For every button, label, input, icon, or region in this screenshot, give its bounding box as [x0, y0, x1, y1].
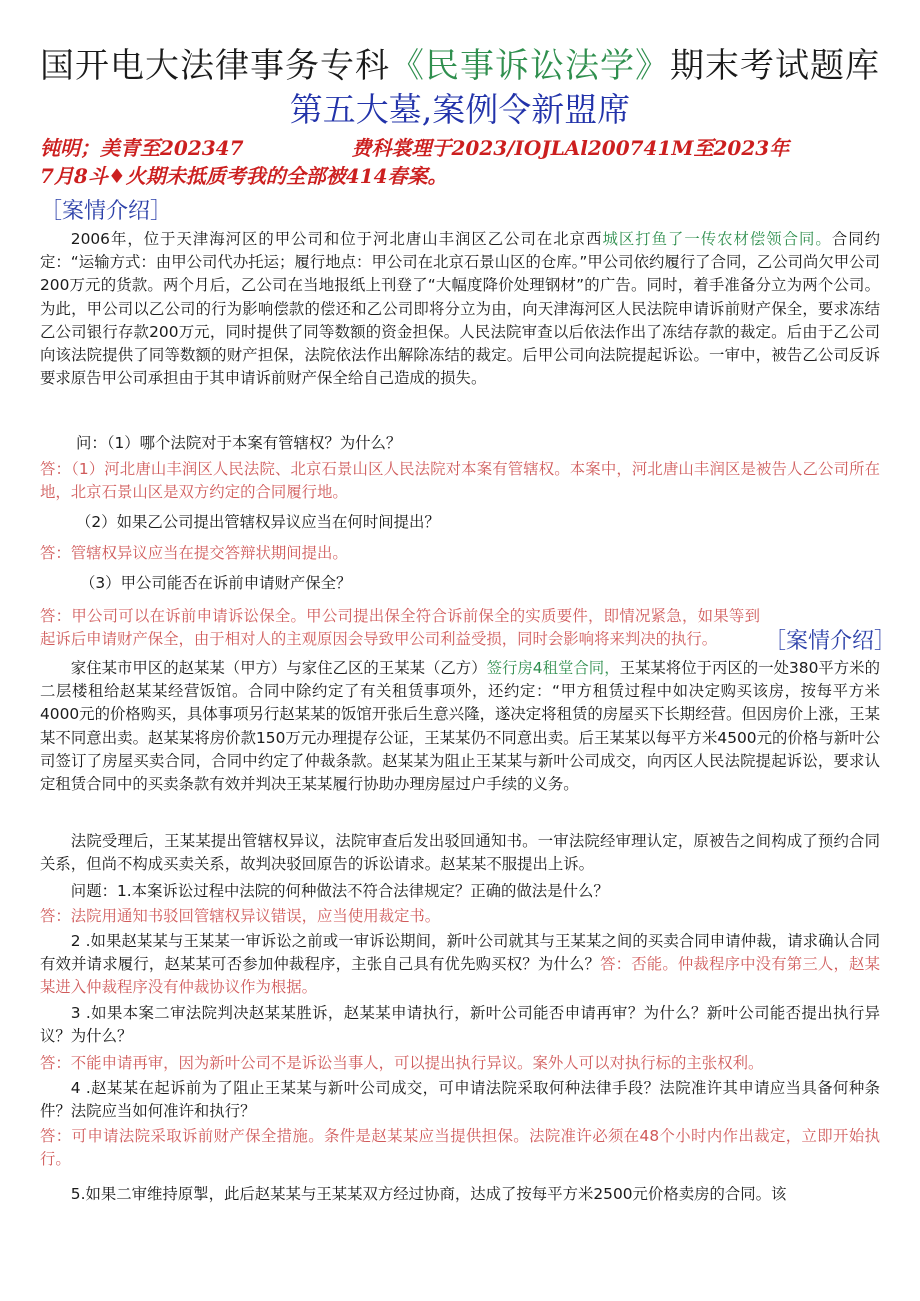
notice-line-1 [40, 132, 789, 161]
case1-question-2: （2）如果乙公司提出管辖权异议应当在何时间提出？ [76, 513, 440, 531]
notice-part-b: 费科裳理于2023/IOJLAl200741M至2023年 [351, 136, 790, 160]
case2-facts-text-a: 家住某市甲区的赵某某（甲方）与家住乙区的王某某（乙方） [70, 659, 487, 677]
case1-facts-text-a: 2006年，位于天津海河区的甲公司和位于河北唐山丰润区乙公司在北京西 [70, 230, 603, 248]
case1-answer-2: 答：管辖权异议应当在提交答辩状期间提出。 [40, 544, 348, 562]
case2-question-2-text: 2 .如果赵某某与王某某一审诉讼之前或一审诉讼期间，新叶公司就其与王某某之间的买卖合同申请仲裁，请求确认合同有效并请求履行，赵某某可否参加仲裁程序，主张自己具有优先购买权？为什么？ [40, 932, 880, 974]
case2-question-2 [40, 930, 880, 1000]
case2-question-3: 3 .如果本案二审法院判决赵某某胜诉，赵某某申请执行，新叶公司能否申请再审？为什么？新叶公司能否提出执行异议？为什么？ [40, 1004, 880, 1046]
case2-procedure-paragraph: 法院受理后，王某某提出管辖权异议，法院审查后发出驳回通知书。一审法院经审理认定，原被告之间构成了预约合同关系，但尚不构成买卖关系，故判决驳回原告的诉讼请求。赵某某不服提出上诉。 [40, 832, 880, 874]
notice-line-2: 7月8斗♦火期未抵质考我的全部被414春案。 [40, 164, 448, 188]
case2-answer-3: 答：不能申请再审，因为新叶公司不是诉讼当事人，可以提出执行异议。案外人可以对执行标的主张权利。 [40, 1054, 764, 1072]
case1-answer-1: 答：（1）河北唐山丰润区人民法院、北京石景山区人民法院对本案有管辖权。本案中，河北唐山丰润区是被告人乙公司所在地，北京石景山区是双方约定的合同履行地。 [40, 460, 880, 502]
case2-answer-1: 答：法院用通知书驳回管辖权异议错误，应当使用裁定书。 [40, 907, 441, 925]
case2-facts-text-b: 王某某将位于丙区的一处380平方米的二层楼租给赵某某经营饭馆。合同中除约定了有关租赁事项外，还约定：“甲方租赁过程中如决定购买该房，按每平方米4000元的价格购买，具体事项另行赵某某的饭馆开张后生意兴隆，遂决定将租赁的房屋买下长期经营。但因房价上涨，王某某不同意出卖。赵某某将房价款150万元办理提存公证，王某某仍不同意出卖。后王某某以每平方米4500元的价格与新叶公司签订了房屋买卖合同，合同中约定了仲裁条款。赵某某为阻止王某某与新叶公司成交，向丙区人民法院提起诉讼，要求认定租赁合同中的买卖条款有效并判决王某某履行协助办理房屋过户手续的义务。 [40, 659, 880, 794]
notice-part-a: 钝明；美青至202347 [40, 136, 244, 160]
case2-facts-paragraph [40, 657, 880, 796]
title-suffix: 期末考试题库 [670, 46, 880, 86]
case1-question-1: 问：（1）哪个法院对于本案有管辖权？为什么？ [76, 434, 402, 452]
case1-facts-text-b: 合同约定：“运输方式：由甲公司代办托运；履行地点：甲公司在北京石景山区的仓库。”甲公司依约履行了合同，乙公司尚欠甲公司200万元的货款。两个月后，乙公司在当地报纸上刊登了“大幅度降价处理钢材”的广告。同时，着手准备分立为两个公司。为此，甲公司以乙公司的行为影响偿款的偿还和乙公司即将分立为由，向天津海河区人民法院申请诉前财产保全，要求冻结乙公司银行存款200万元，同时提供了同等数额的资金担保。人民法院审查以后依法作出了冻结存款的裁定。后由于乙公司向该法院提供了同等数额的财产担保，法院依法作出解除冻结的裁定。后甲公司向法院提起诉讼。一审中，被告乙公司反诉要求原告甲公司承担由于其申请诉前财产保全给自己造成的损失。 [40, 230, 880, 388]
case2-question-1: 问题：1.本案诉讼过程中法院的何种做法不符合法律规定？正确的做法是什么？ [70, 882, 609, 900]
case1-answer-3: 答：甲公司可以在诉前申请诉讼保全。甲公司提出保全符合诉前保全的实质要件，即情况紧急，如果等到起诉后申请财产保全，由于相对人的主观原因会导致甲公司利益受损，同时会影响将来判决的执行。 [40, 607, 760, 649]
case1-heading: ［案情介绍］ [40, 199, 173, 224]
case2-question-5: 5.如果二审维持原掣，此后赵某某与王某某双方经过协商，达成了按每平方米2500元价格卖房的合同。该 [70, 1185, 787, 1203]
page-subtitle: 第五大墓,案例令新盟席 [289, 90, 631, 129]
title-course-name: 《民事诉讼法学》 [390, 46, 670, 86]
page-title [0, 38, 920, 87]
case2-answer-2: 答：否能。仲裁程序中没有第三人，赵某某进入仲裁程序没有仲裁协议作为根据。 [40, 955, 880, 997]
case2-answer-4: 答：可申请法院采取诉前财产保全措施。条件是赵某某应当提供担保。法院准许必须在48个小时内作出裁定，立即开始执行。 [40, 1127, 880, 1169]
case2-heading: ［案情介绍］ [764, 629, 897, 654]
case1-facts-paragraph [40, 228, 880, 390]
case2-question-4: 4 .赵某某在起诉前为了阻止王某某与新叶公司成交，可申请法院采取何种法律手段？法院准许其申请应当具备何种条件？法院应当如何准许和执行？ [40, 1079, 880, 1121]
case2-facts-contract: 签行房4租堂合同， [486, 659, 620, 677]
title-prefix: 国开电大法律事务专科 [40, 46, 390, 86]
case1-facts-contract: 城区打鱼了一传农材偿领合同。 [602, 230, 832, 248]
case1-question-3: （3）甲公司能否在诉前申请财产保全？ [80, 574, 352, 592]
